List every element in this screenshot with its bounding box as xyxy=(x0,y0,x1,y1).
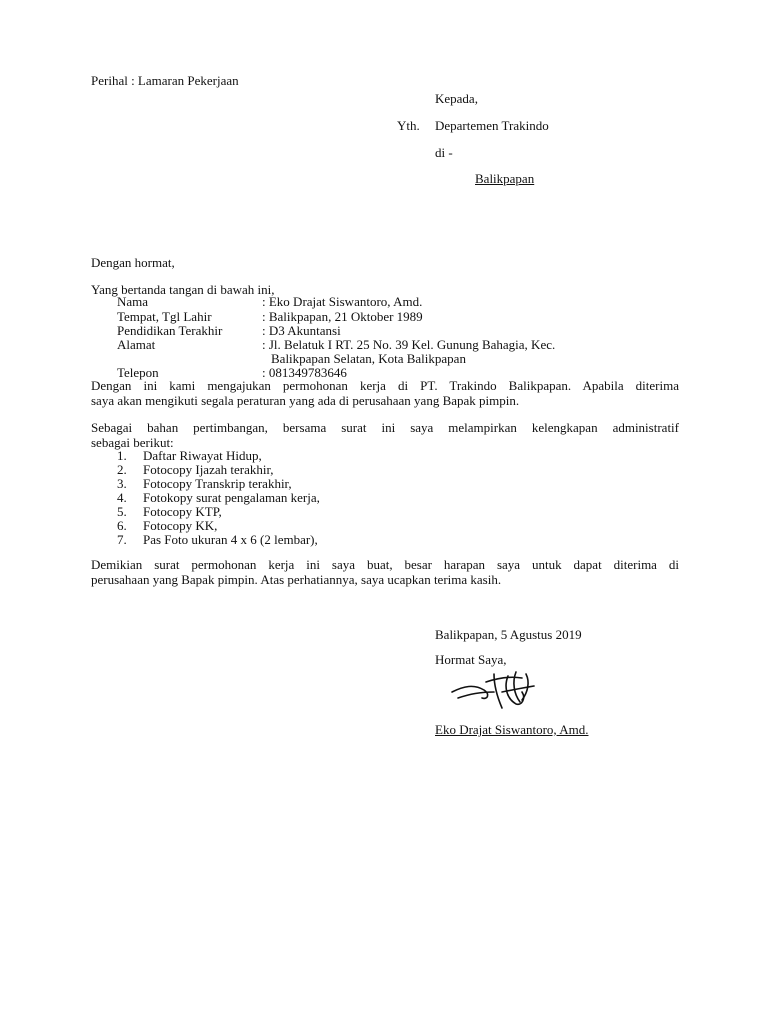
list-text: Fotokopy surat pengalaman kerja, xyxy=(143,490,320,505)
recipient-city: Balikpapan xyxy=(475,171,535,186)
closing-paragraph xyxy=(91,557,679,587)
recipient-department: Departemen Trakindo xyxy=(435,118,549,133)
recipient-di: di - xyxy=(435,145,453,160)
list-number: 4. xyxy=(117,490,127,505)
paragraph-line: perusahaan yang Bapak pimpin. Atas perhatiannya, saya ucapkan terima kasih. xyxy=(91,572,502,587)
list-number: 6. xyxy=(117,518,127,533)
paragraph-line: sebagai berikut: xyxy=(91,435,174,450)
list-number: 1. xyxy=(117,448,127,463)
paragraph-line: Dengan ini kami mengajukan permohonan kerja di PT. Trakindo Balikpapan. Apabila diterima xyxy=(91,378,679,393)
list-text: Daftar Riwayat Hidup, xyxy=(143,448,262,463)
place-date: Balikpapan, 5 Agustus 2019 xyxy=(435,627,582,642)
identity-label: Alamat xyxy=(117,337,156,352)
list-number: 7. xyxy=(117,532,127,547)
list-number: 2. xyxy=(117,462,127,477)
identity-value: : Eko Drajat Siswantoro, Amd. xyxy=(262,294,423,309)
paragraph-line: Sebagai bahan pertimbangan, bersama surat ini saya melampirkan kelengkapan administratif xyxy=(91,420,679,435)
attachments-intro-paragraph xyxy=(91,420,679,450)
list-number: 5. xyxy=(117,504,127,519)
signature-image xyxy=(450,668,540,718)
regards: Hormat Saya, xyxy=(435,652,507,667)
list-text: Fotocopy Transkrip terakhir, xyxy=(143,476,292,491)
paragraph-line: saya akan mengikuti segala peraturan yang ada di perusahaan yang Bapak pimpin. xyxy=(91,393,520,408)
intro-line: Yang bertanda tangan di bawah ini, xyxy=(91,282,275,297)
identity-label: Tempat, Tgl Lahir xyxy=(117,309,212,324)
list-text: Fotocopy KTP, xyxy=(143,504,222,519)
letter-subject: Perihal : Lamaran Pekerjaan xyxy=(91,73,239,88)
identity-value: : 081349783646 xyxy=(262,365,347,380)
signer-name: Eko Drajat Siswantoro, Amd. xyxy=(435,722,589,737)
request-paragraph xyxy=(91,378,679,408)
identity-value-continuation: Balikpapan Selatan, Kota Balikpapan xyxy=(271,351,466,366)
identity-value: : Jl. Belatuk I RT. 25 No. 39 Kel. Gunung Bahagia, Kec. xyxy=(262,337,556,352)
list-text: Pas Foto ukuran 4 x 6 (2 lembar), xyxy=(143,532,318,547)
recipient-kepada: Kepada, xyxy=(435,91,478,106)
list-text: Fotocopy Ijazah terakhir, xyxy=(143,462,274,477)
paragraph-line: Demikian surat permohonan kerja ini saya buat, besar harapan saya untuk dapat diterima di xyxy=(91,557,679,572)
identity-label: Nama xyxy=(117,294,149,309)
list-number: 3. xyxy=(117,476,127,491)
identity-value: : D3 Akuntansi xyxy=(262,323,341,338)
greeting: Dengan hormat, xyxy=(91,255,175,270)
recipient-yth: Yth. xyxy=(397,118,420,133)
identity-label: Pendidikan Terakhir xyxy=(117,323,223,338)
list-text: Fotocopy KK, xyxy=(143,518,218,533)
identity-label: Telepon xyxy=(117,365,159,380)
identity-value: : Balikpapan, 21 Oktober 1989 xyxy=(262,309,423,324)
